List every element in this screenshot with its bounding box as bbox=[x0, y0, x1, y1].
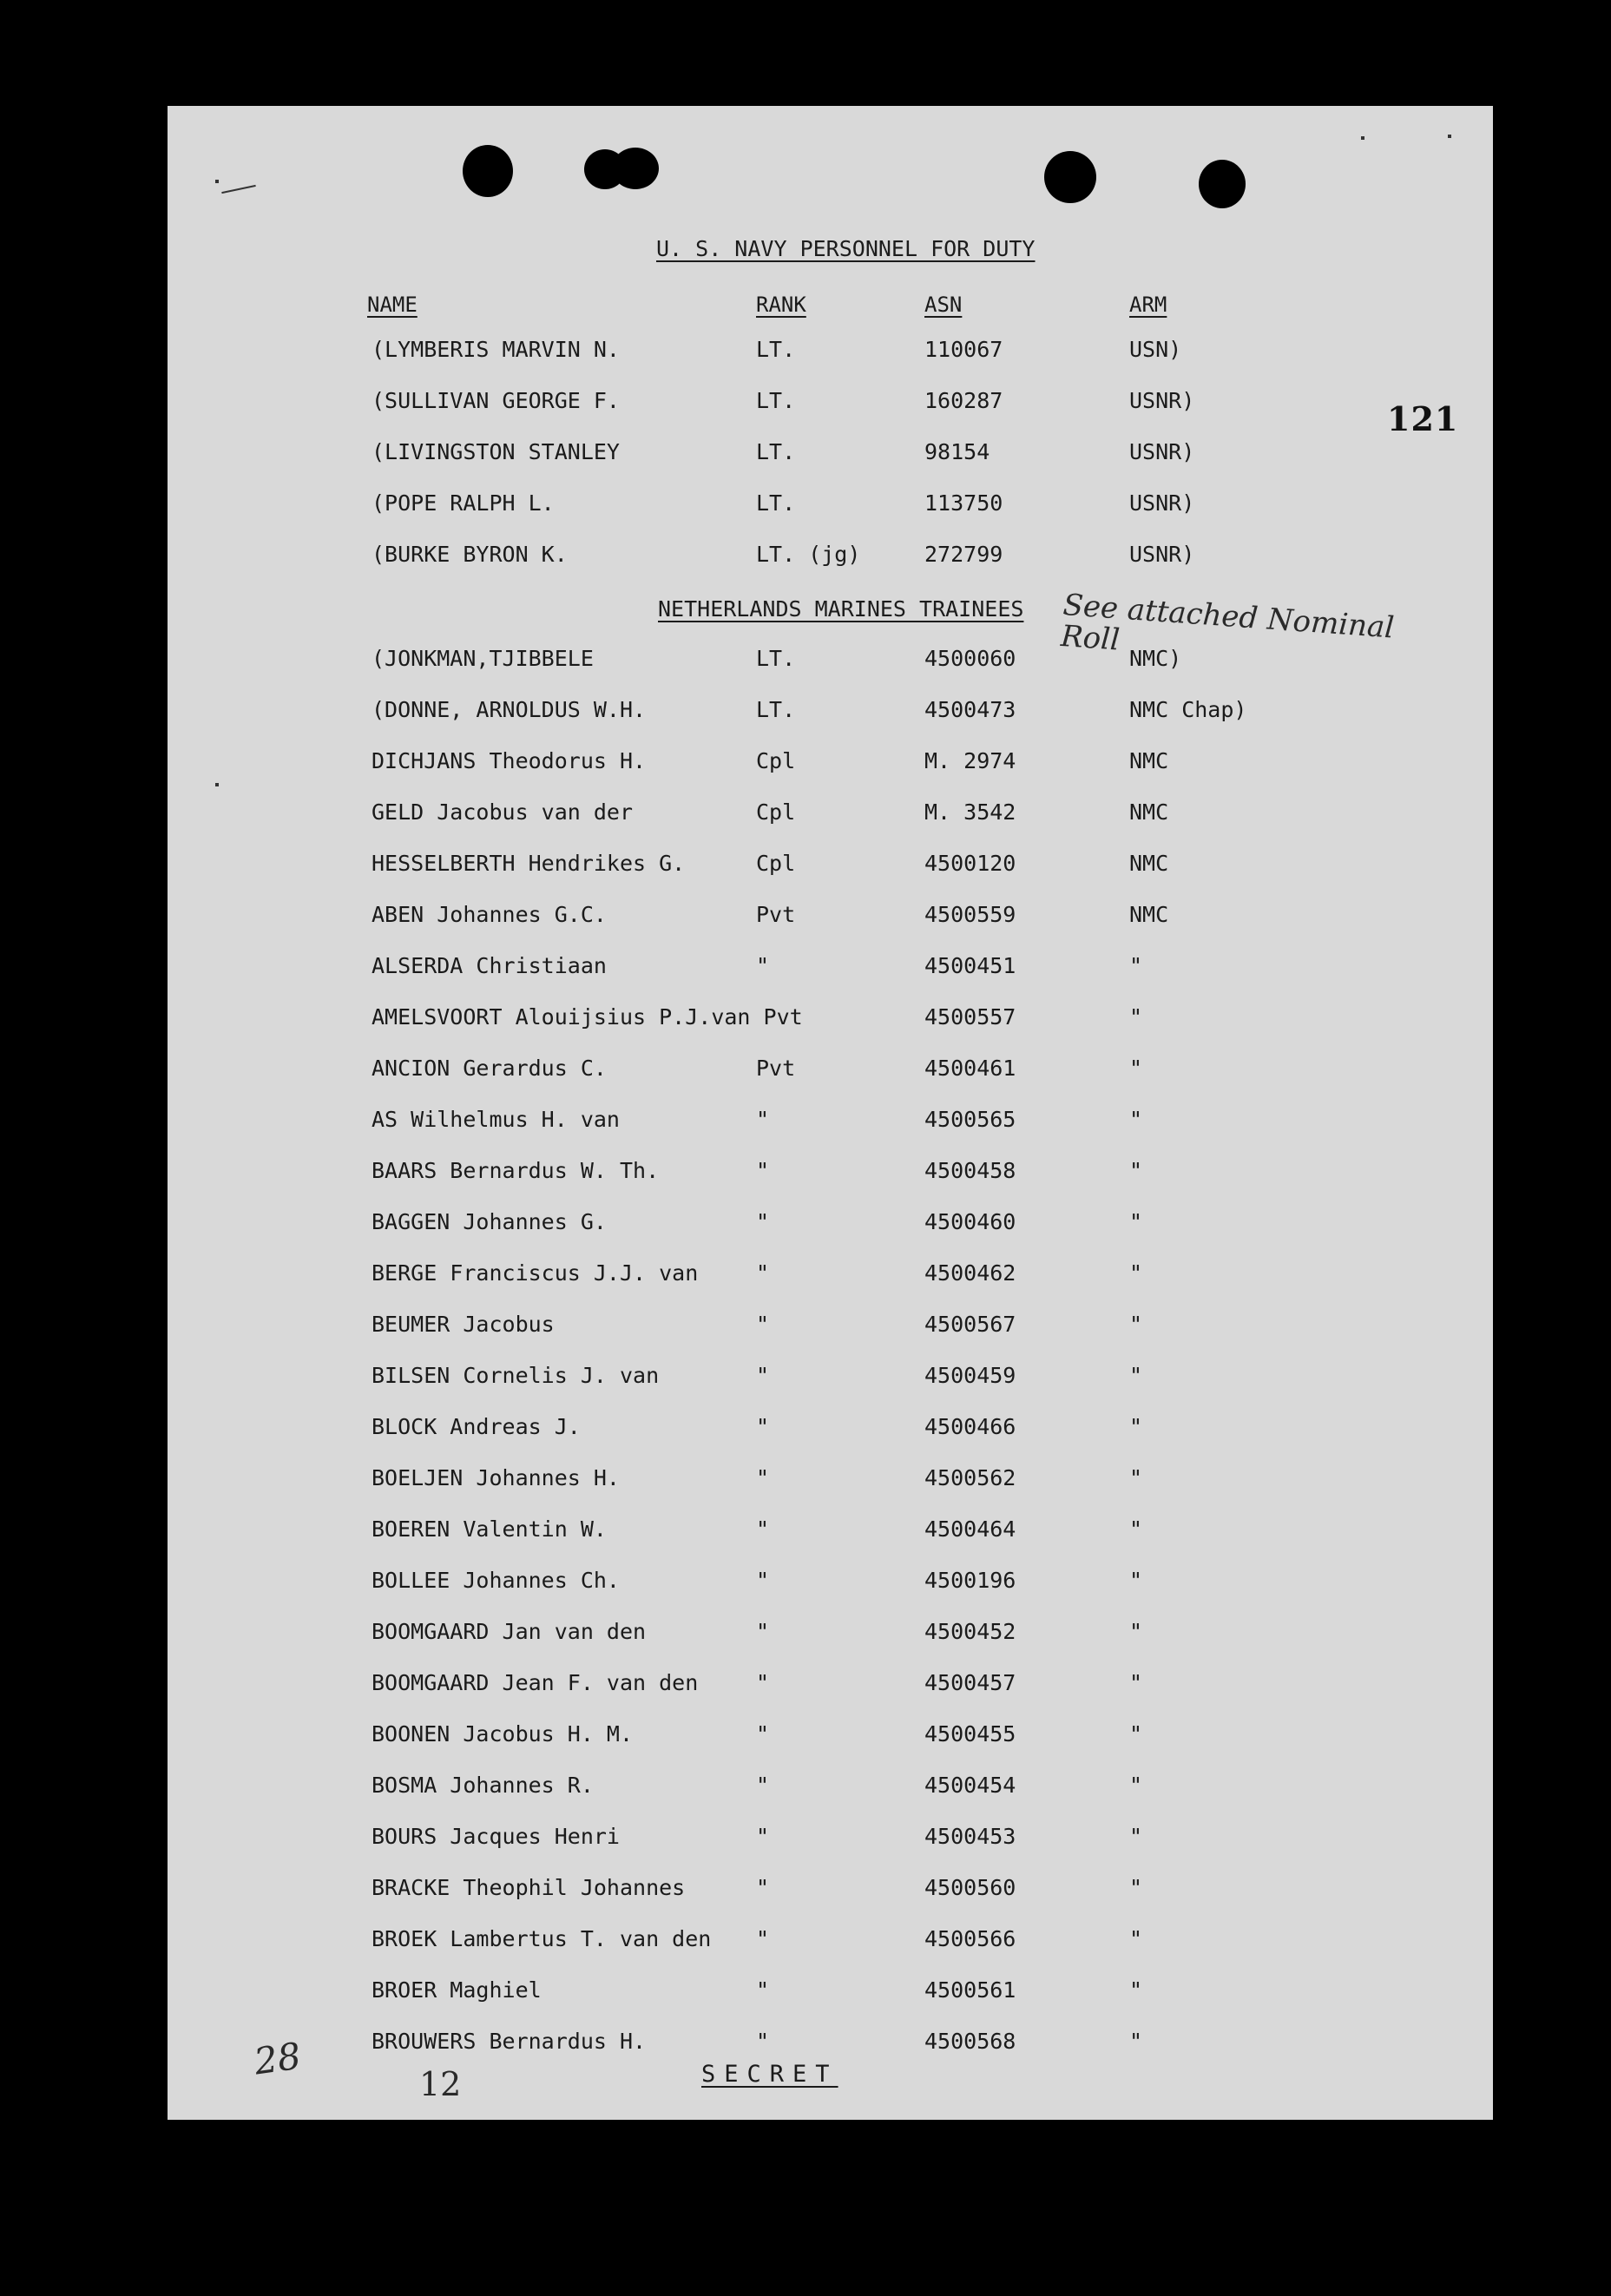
name-cell: DICHJANS Theodorus H. bbox=[372, 748, 647, 773]
asn-cell: 4500120 bbox=[924, 851, 1016, 876]
rank-cell: " bbox=[756, 1363, 770, 1388]
table-row bbox=[168, 1926, 1493, 1961]
asn-cell: 4500458 bbox=[924, 1158, 1016, 1183]
arm-cell: NMC Chap) bbox=[1129, 697, 1247, 722]
arm-cell: " bbox=[1129, 1516, 1143, 1542]
asn-cell: 4500455 bbox=[924, 1721, 1016, 1747]
table-row bbox=[168, 851, 1493, 885]
table-row bbox=[168, 646, 1493, 681]
name-cell: ALSERDA Christiaan bbox=[372, 953, 607, 978]
asn-cell: 4500567 bbox=[924, 1312, 1016, 1337]
rank-cell: " bbox=[756, 1926, 770, 1951]
name-cell: ABEN Johannes G.C. bbox=[372, 902, 607, 927]
table-row bbox=[168, 1670, 1493, 1705]
name-cell: GELD Jacobus van der bbox=[372, 799, 634, 825]
document-title: U. S. NAVY PERSONNEL FOR DUTY bbox=[656, 236, 1036, 261]
table-row bbox=[168, 1824, 1493, 1859]
rank-cell: " bbox=[756, 1465, 770, 1490]
asn-cell: 160287 bbox=[924, 388, 1003, 413]
rank-cell: " bbox=[756, 953, 770, 978]
arm-cell: " bbox=[1129, 1926, 1143, 1951]
name-cell: AMELSVOORT Alouijsius P.J.van Pvt bbox=[372, 1004, 803, 1030]
table-row bbox=[168, 1977, 1493, 2012]
name-cell: ANCION Gerardus C. bbox=[372, 1056, 607, 1081]
rank-cell: LT. bbox=[756, 697, 796, 722]
name-cell: BAGGEN Johannes G. bbox=[372, 1209, 607, 1234]
name-cell: AS Wilhelmus H. van bbox=[372, 1107, 620, 1132]
table-row bbox=[168, 1465, 1493, 1500]
arm-cell: USN) bbox=[1129, 337, 1182, 362]
table-row bbox=[168, 1260, 1493, 1295]
rank-cell: " bbox=[756, 1977, 770, 2003]
rank-cell: " bbox=[756, 1107, 770, 1132]
asn-cell: 4500459 bbox=[924, 1363, 1016, 1388]
arm-cell: NMC bbox=[1129, 902, 1169, 927]
asn-cell: 4500453 bbox=[924, 1824, 1016, 1849]
punch-hole bbox=[1044, 151, 1096, 203]
table-row bbox=[168, 1875, 1493, 1910]
rank-cell: " bbox=[756, 1619, 770, 1644]
asn-cell: 4500452 bbox=[924, 1619, 1016, 1644]
asn-cell: 4500559 bbox=[924, 902, 1016, 927]
asn-cell: 4500466 bbox=[924, 1414, 1016, 1439]
name-cell: BOELJEN Johannes H. bbox=[372, 1465, 620, 1490]
rank-cell: " bbox=[756, 1670, 770, 1695]
arm-cell: USNR) bbox=[1129, 542, 1195, 567]
rank-cell: LT. bbox=[756, 337, 796, 362]
name-cell: BLOCK Andreas J. bbox=[372, 1414, 581, 1439]
document-page bbox=[168, 106, 1493, 2120]
rank-cell: " bbox=[756, 1875, 770, 1900]
arm-cell: " bbox=[1129, 1977, 1143, 2003]
page-number: 121 bbox=[1387, 399, 1459, 438]
arm-cell: " bbox=[1129, 1056, 1143, 1081]
asn-cell: 4500451 bbox=[924, 953, 1016, 978]
asn-cell: 98154 bbox=[924, 439, 990, 464]
table-row bbox=[168, 2029, 1493, 2063]
rank-cell: Cpl bbox=[756, 851, 796, 876]
table-row bbox=[168, 542, 1493, 576]
rank-cell: " bbox=[756, 1568, 770, 1593]
table-row bbox=[168, 439, 1493, 474]
table-row bbox=[168, 1107, 1493, 1141]
column-header-asn: ASN bbox=[924, 293, 963, 317]
rank-cell: LT. (jg) bbox=[756, 542, 861, 567]
rank-cell: " bbox=[756, 1773, 770, 1798]
asn-cell: 4500473 bbox=[924, 697, 1016, 722]
name-cell: (POPE RALPH L. bbox=[372, 490, 555, 516]
table-row bbox=[168, 1056, 1493, 1090]
stray-mark bbox=[221, 185, 256, 194]
rank-cell: Pvt bbox=[756, 1056, 796, 1081]
rank-cell: " bbox=[756, 1158, 770, 1183]
asn-cell: 4500462 bbox=[924, 1260, 1016, 1286]
rank-cell: LT. bbox=[756, 388, 796, 413]
column-header-arm: ARM bbox=[1129, 293, 1167, 317]
asn-cell: 4500460 bbox=[924, 1209, 1016, 1234]
stray-mark bbox=[1361, 136, 1364, 140]
name-cell: (BURKE BYRON K. bbox=[372, 542, 568, 567]
arm-cell: " bbox=[1129, 2029, 1143, 2054]
table-row bbox=[168, 1158, 1493, 1193]
rank-cell: " bbox=[756, 1209, 770, 1234]
rank-cell: LT. bbox=[756, 646, 796, 671]
name-cell: BOURS Jacques Henri bbox=[372, 1824, 620, 1849]
name-cell: BRACKE Theophil Johannes bbox=[372, 1875, 686, 1900]
asn-cell: 4500464 bbox=[924, 1516, 1016, 1542]
arm-cell: " bbox=[1129, 1568, 1143, 1593]
name-cell: BROUWERS Bernardus H. bbox=[372, 2029, 647, 2054]
asn-cell: 4500454 bbox=[924, 1773, 1016, 1798]
asn-cell: 4500557 bbox=[924, 1004, 1016, 1030]
rank-cell: " bbox=[756, 1516, 770, 1542]
table-row bbox=[168, 748, 1493, 783]
name-cell: BOOMGAARD Jan van den bbox=[372, 1619, 647, 1644]
name-cell: BOLLEE Johannes Ch. bbox=[372, 1568, 620, 1593]
asn-cell: 4500561 bbox=[924, 1977, 1016, 2003]
arm-cell: " bbox=[1129, 1260, 1143, 1286]
rank-cell: " bbox=[756, 1824, 770, 1849]
arm-cell: " bbox=[1129, 1875, 1143, 1900]
name-cell: BOONEN Jacobus H. M. bbox=[372, 1721, 634, 1747]
punch-hole bbox=[1199, 160, 1246, 208]
arm-cell: " bbox=[1129, 1158, 1143, 1183]
rank-cell: Cpl bbox=[756, 799, 796, 825]
asn-cell: M. 3542 bbox=[924, 799, 1016, 825]
rank-cell: " bbox=[756, 1414, 770, 1439]
name-cell: BAARS Bernardus W. Th. bbox=[372, 1158, 660, 1183]
name-cell: (JONKMAN,TJIBBELE bbox=[372, 646, 594, 671]
name-cell: (DONNE, ARNOLDUS W.H. bbox=[372, 697, 647, 722]
name-cell: (SULLIVAN GEORGE F. bbox=[372, 388, 620, 413]
table-row bbox=[168, 388, 1493, 423]
table-row bbox=[168, 1773, 1493, 1807]
name-cell: BOEREN Valentin W. bbox=[372, 1516, 607, 1542]
arm-cell: USNR) bbox=[1129, 388, 1195, 413]
arm-cell: " bbox=[1129, 1721, 1143, 1747]
name-cell: BEUMER Jacobus bbox=[372, 1312, 555, 1337]
table-row bbox=[168, 337, 1493, 372]
table-row bbox=[168, 697, 1493, 732]
table-row bbox=[168, 490, 1493, 525]
rank-cell: " bbox=[756, 2029, 770, 2054]
rank-cell: " bbox=[756, 1312, 770, 1337]
arm-cell: USNR) bbox=[1129, 490, 1195, 516]
stray-mark bbox=[215, 180, 219, 183]
name-cell: BOOMGAARD Jean F. van den bbox=[372, 1670, 699, 1695]
name-cell: (LIVINGSTON STANLEY bbox=[372, 439, 620, 464]
asn-cell: 4500565 bbox=[924, 1107, 1016, 1132]
stray-mark bbox=[1448, 135, 1451, 138]
arm-cell: NMC bbox=[1129, 799, 1169, 825]
table-row bbox=[168, 799, 1493, 834]
asn-cell: 113750 bbox=[924, 490, 1003, 516]
table-row bbox=[168, 1568, 1493, 1602]
name-cell: BERGE Franciscus J.J. van bbox=[372, 1260, 699, 1286]
asn-cell: 4500461 bbox=[924, 1056, 1016, 1081]
table-row bbox=[168, 953, 1493, 988]
asn-cell: 4500457 bbox=[924, 1670, 1016, 1695]
name-cell: BOSMA Johannes R. bbox=[372, 1773, 594, 1798]
rank-cell: LT. bbox=[756, 490, 796, 516]
table-row bbox=[168, 1414, 1493, 1449]
asn-cell: 4500568 bbox=[924, 2029, 1016, 2054]
rank-cell: Pvt bbox=[756, 902, 796, 927]
rank-cell: " bbox=[756, 1721, 770, 1747]
asn-cell: 110067 bbox=[924, 337, 1003, 362]
column-header-rank: RANK bbox=[756, 293, 806, 317]
arm-cell: " bbox=[1129, 1773, 1143, 1798]
asn-cell: 4500566 bbox=[924, 1926, 1016, 1951]
handwritten-number-28: 28 bbox=[251, 2034, 304, 2083]
name-cell: BROER Maghiel bbox=[372, 1977, 542, 2003]
table-row bbox=[168, 1363, 1493, 1398]
table-row bbox=[168, 1721, 1493, 1756]
arm-cell: NMC bbox=[1129, 851, 1169, 876]
rank-cell: LT. bbox=[756, 439, 796, 464]
name-cell: HESSELBERTH Hendrikes G. bbox=[372, 851, 686, 876]
handwritten-number-12: 12 bbox=[419, 2065, 462, 2103]
arm-cell: " bbox=[1129, 1465, 1143, 1490]
arm-cell: " bbox=[1129, 953, 1143, 978]
classification-footer: SECRET bbox=[701, 2061, 838, 2088]
table-row bbox=[168, 1516, 1493, 1551]
arm-cell: " bbox=[1129, 1670, 1143, 1695]
asn-cell: 4500562 bbox=[924, 1465, 1016, 1490]
name-cell: BILSEN Cornelis J. van bbox=[372, 1363, 660, 1388]
arm-cell: USNR) bbox=[1129, 439, 1195, 464]
arm-cell: " bbox=[1129, 1004, 1143, 1030]
arm-cell: NMC bbox=[1129, 748, 1169, 773]
rank-cell: Cpl bbox=[756, 748, 796, 773]
table-row bbox=[168, 902, 1493, 937]
handwritten-note: See attached Nominal Roll bbox=[1059, 588, 1396, 658]
arm-cell: " bbox=[1129, 1209, 1143, 1234]
stray-mark bbox=[215, 783, 219, 786]
name-cell: (LYMBERIS MARVIN N. bbox=[372, 337, 620, 362]
name-cell: BROEK Lambertus T. van den bbox=[372, 1926, 712, 1951]
asn-cell: M. 2974 bbox=[924, 748, 1016, 773]
column-header-name: NAME bbox=[367, 293, 418, 317]
asn-cell: 4500560 bbox=[924, 1875, 1016, 1900]
asn-cell: 4500196 bbox=[924, 1568, 1016, 1593]
arm-cell: " bbox=[1129, 1107, 1143, 1132]
arm-cell: " bbox=[1129, 1312, 1143, 1337]
arm-cell: " bbox=[1129, 1414, 1143, 1439]
punch-hole bbox=[463, 145, 513, 197]
table-row bbox=[168, 1619, 1493, 1654]
table-row bbox=[168, 1312, 1493, 1346]
table-row bbox=[168, 1209, 1493, 1244]
arm-cell: NMC) bbox=[1129, 646, 1182, 671]
rank-cell: " bbox=[756, 1260, 770, 1286]
punch-hole bbox=[612, 148, 659, 189]
table-row bbox=[168, 1004, 1493, 1039]
asn-cell: 4500060 bbox=[924, 646, 1016, 671]
arm-cell: " bbox=[1129, 1363, 1143, 1388]
arm-cell: " bbox=[1129, 1824, 1143, 1849]
asn-cell: 272799 bbox=[924, 542, 1003, 567]
section-heading: NETHERLANDS MARINES TRAINEES bbox=[658, 596, 1024, 622]
arm-cell: " bbox=[1129, 1619, 1143, 1644]
